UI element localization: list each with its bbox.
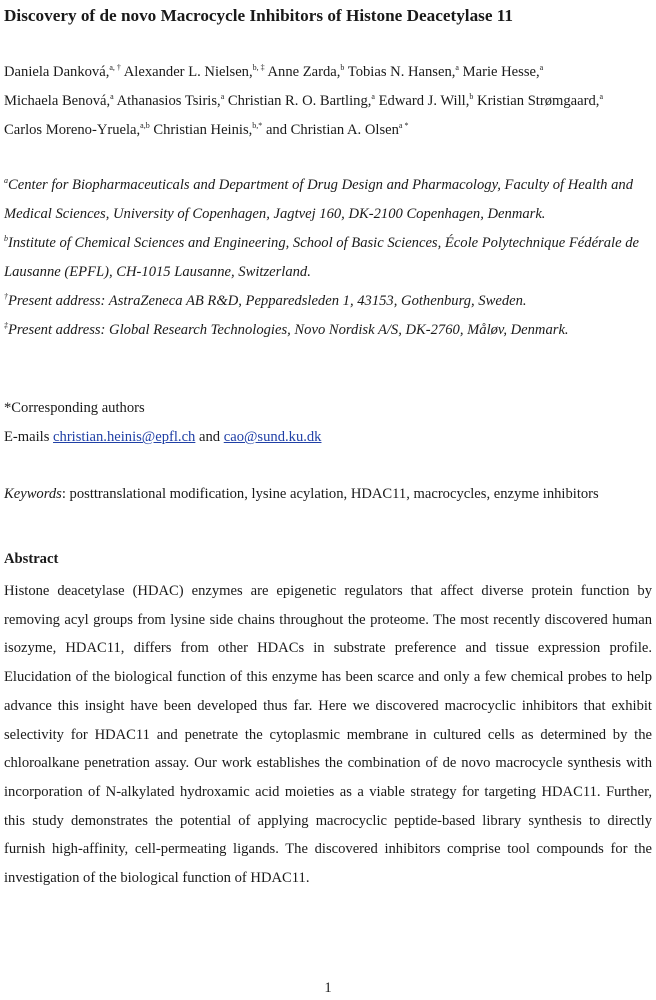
author: Kristian Strømgaard,$^a$ [473, 92, 603, 109]
author: Anne Zarda,$^b$ [264, 63, 345, 80]
abstract-heading: Abstract [4, 551, 59, 567]
email-link-heinis[interactable]: christian.heinis@epfl.ch [53, 429, 196, 445]
affiliations [4, 171, 650, 345]
author: and Christian A. Olsen$^{a *}$ [262, 121, 409, 138]
page-number: 1 [324, 980, 332, 996]
keywords-label: Keywords [4, 486, 62, 502]
email-link-olsen[interactable]: cao@sund.ku.dk [223, 429, 322, 445]
corresponding-authors-label: *Corresponding authors [4, 400, 145, 416]
author: Christian Heinis,$^{b,*}$ [149, 121, 263, 138]
keywords [4, 480, 644, 509]
abstract-text: Histone deacetylase (HDAC) enzymes are epigenetic regulators that affect diverse protein function by removing acyl groups from lysine side chains throughout the proteome. The most recently discovered human isozyme, HDAC11, differs from other HDACs in substrate preference and tissue expression profile. Elucidation of the biological function of this enzyme has been scarce and only a few chemical probes to help advance this insight have been developed thus far. Here we discovered macrocyclic inhibitors that exhibit selectivity for HDAC11 and penetrate the cytoplasmic membrane in cultured cells as determined by the chloroalkane penetration assay. Our work establishes the combination of de novo macrocycle synthesis with incorporation of N-alkylated hydroxamic acid moieties as a viable strategy for targeting HDAC11. Further, this study demonstrates the potential of applying macrocyclic peptide-based library synthesis to directly furnish high-affinity, cell-permeating ligands. The discovered inhibitors comprise tool compounds for the investigation of the biological function of HDAC11. [4, 583, 652, 887]
affiliation: †Present address: AstraZeneca AB R&D, Pepparedsleden 1, 43153, Gothenburg, Sweden. [4, 292, 527, 309]
author: Daniela Danková,$^{a, \dagger}$ [4, 63, 121, 80]
author: Edward J. Will,$^b$ [374, 92, 474, 109]
affiliation: ‡Present address: Global Research Technologies, Novo Nordisk A/S, DK-2760, Måløv, Denmark. [4, 321, 569, 338]
author: Christian R. O. Bartling,$^a$ [224, 92, 375, 109]
affiliation: $^b$Institute of Chemical Sciences and Engineering, School of Basic Sciences, École Polytechnique Fédérale de Lausanne (EPFL), CH-1015 Lausanne, Switzerland. [4, 234, 639, 280]
email-line: E-mails christian.heinis@epfl.ch and cao@sund.ku.dk [4, 429, 322, 445]
correspondence [4, 394, 321, 452]
keywords-text: : posttranslational modification, lysine acylation, HDAC11, macrocycles, enzyme inhibitors [61, 486, 599, 502]
author: Carlos Moreno-Yruela,$^{a,b}$ [4, 121, 150, 138]
author: Athanasios Tsiris,$^a$ [113, 92, 225, 109]
author: Marie Hesse,$^a$ [458, 63, 544, 80]
author: Michaela Benová,$^a$ [4, 92, 114, 109]
author: Tobias N. Hansen,$^a$ [344, 63, 459, 80]
affiliation: $^a$Center for Biopharmaceuticals and Department of Drug Design and Pharmacology, Faculty of Health and Medical Sciences, University of Copenhagen, Jagtvej 160, DK-2100 Copenhagen, Denmark. [4, 176, 634, 222]
paper-title: Discovery of de novo Macrocycle Inhibitors of Histone Deacetylase 11 [4, 6, 514, 25]
author-list [4, 58, 644, 145]
author: Alexander L. Nielsen,$^{b, \ddagger}$ [120, 63, 265, 80]
